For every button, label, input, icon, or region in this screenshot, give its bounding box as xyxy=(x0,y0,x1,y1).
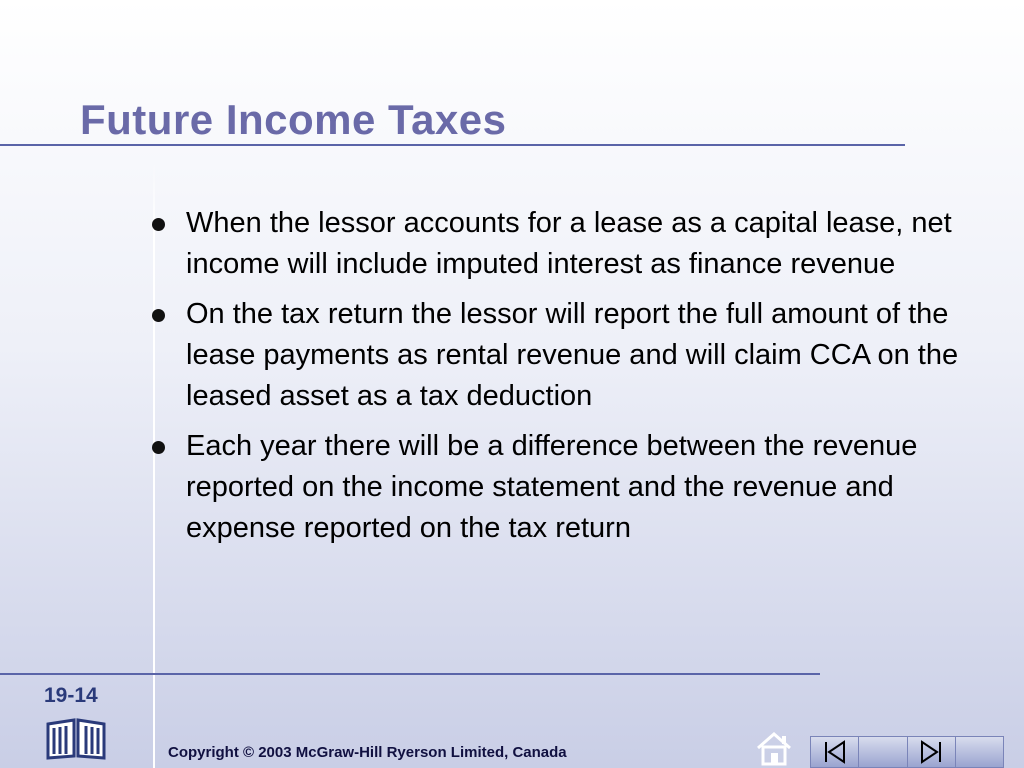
nav-spacer-button[interactable] xyxy=(859,737,907,767)
footer-divider xyxy=(0,673,820,675)
book-icon[interactable] xyxy=(44,714,108,760)
bullet-item xyxy=(150,426,970,549)
slide-navigation xyxy=(810,736,1004,768)
slide-title: Future Income Taxes xyxy=(80,96,507,143)
bullet-text: When the lessor accounts for a lease as a capital lease, net income will include imputed interest as finance revenue xyxy=(186,207,952,280)
nav-end-button[interactable] xyxy=(956,737,1003,767)
bullet-list xyxy=(150,203,970,558)
last-slide-icon xyxy=(917,739,945,765)
bullet-dot-icon xyxy=(152,441,165,454)
slide-number: 19-14 xyxy=(44,684,98,707)
first-slide-icon xyxy=(821,739,849,765)
last-slide-button[interactable] xyxy=(908,737,956,767)
home-icon[interactable] xyxy=(752,728,798,768)
bullet-text: On the tax return the lessor will report the full amount of the lease payments as rental revenue and will claim CCA on the leased asset as a tax deduction xyxy=(186,298,959,412)
title-divider xyxy=(0,144,905,146)
bullet-item xyxy=(150,203,970,285)
first-slide-button[interactable] xyxy=(811,737,859,767)
bullet-dot-icon xyxy=(152,309,165,322)
bullet-dot-icon xyxy=(152,218,165,231)
bullet-text: Each year there will be a difference between the revenue reported on the income statement and the revenue and expense reported on the tax return xyxy=(186,430,918,544)
copyright-text: Copyright © 2003 McGraw-Hill Ryerson Limited, Canada xyxy=(168,744,567,761)
bullet-item xyxy=(150,294,970,417)
